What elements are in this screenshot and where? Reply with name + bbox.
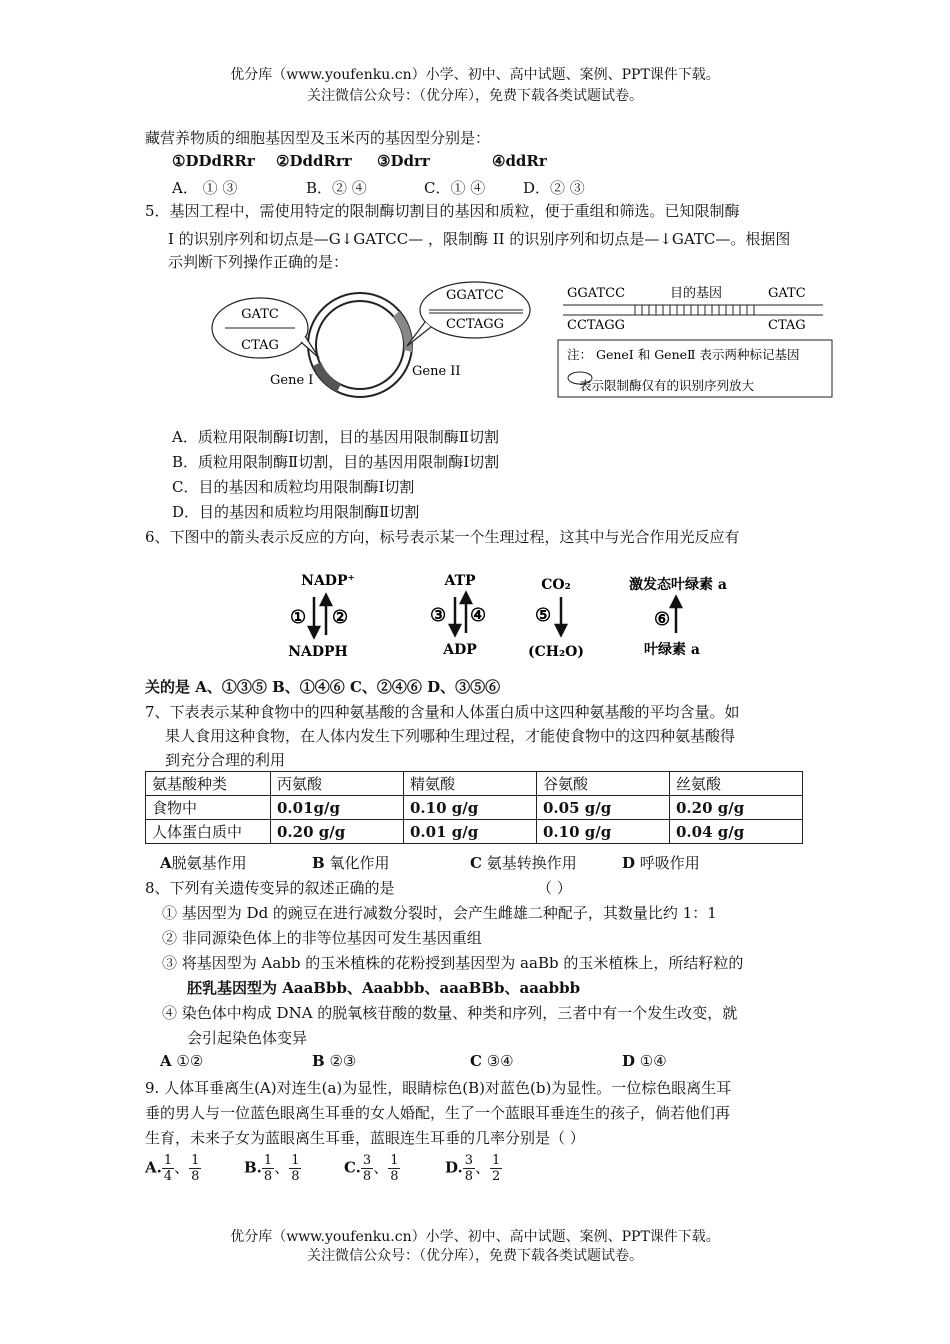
footer-line-2: 关注微信公众号：（优分库），免费下载各类试题试卷。: [307, 1248, 643, 1264]
amino-acid-table: [145, 771, 803, 844]
q5-option-d: D．目的基因和质粒均用限制酶Ⅱ切割: [172, 503, 420, 521]
q6-figure: [280, 565, 780, 670]
chl-label: 叶绿素 a: [644, 642, 700, 658]
table-cell: 0.10 g/g: [404, 796, 537, 820]
q8-paren: （ ）: [537, 879, 572, 897]
table-header-row: [146, 772, 803, 796]
gene1-label: Gene I: [270, 373, 314, 388]
q5-option-b: B．质粒用限制酶Ⅱ切割，目的基因用限制酶Ⅰ切割: [172, 453, 500, 471]
plasmid-diagram: [308, 293, 412, 397]
right-bubble-top: GGATCC: [445, 288, 505, 303]
q4-item-2: ②DddRrr: [276, 152, 352, 170]
adp-label: ADP: [443, 642, 477, 658]
q4-option-b: B．② ④: [306, 179, 367, 197]
q8-option-d: D ①④: [622, 1052, 667, 1070]
gene1-segment: [313, 362, 341, 392]
header-line-1: 优分库（www.youfenku.cn）小学、初中、高中试题、案例、PPT课件下载。: [230, 67, 720, 83]
q9-option-c: C. $\frac{3}{8}$ 、 $\frac{1}{8}$: [344, 1153, 399, 1184]
table-header-cell: 丝氨酸: [670, 772, 803, 796]
q9-line-3: 生育，未来子女为蓝眼离生耳垂，蓝眼连生耳垂的几率分别是（ ）: [145, 1129, 585, 1147]
num-4: ④: [470, 605, 487, 626]
note-line-1: 注： GeneⅠ 和 GeneⅡ 表示两种标记基因: [567, 347, 800, 362]
gene2-segment: [393, 311, 412, 352]
excited-chl-label: 激发态叶绿素 a: [629, 577, 727, 593]
q7-line-1: 7、下表表示某种食物中的四种氨基酸的含量和人体蛋白质中这四种氨基酸的平均含量。如: [145, 703, 740, 721]
table-header-cell: 精氨酸: [404, 772, 537, 796]
q5-option-c: C．目的基因和质粒均用限制酶Ⅰ切割: [172, 478, 415, 496]
seq-mid-label: 目的基因: [670, 286, 723, 301]
q4-option-c: C．① ④: [424, 179, 486, 197]
q8-option-a: A ①②: [160, 1052, 204, 1070]
table-header-cell: 氨基酸种类: [146, 772, 271, 796]
table-cell: 0.20 g/g: [271, 820, 404, 844]
q4-stem-tail: 藏营养物质的细胞基因型及玉米丙的基因型分别是：: [145, 129, 491, 147]
q8-option-b: B ②③: [312, 1052, 357, 1070]
q9-line-2: 垂的男人与一位蓝色眼离生耳垂的女人婚配，生了一个蓝眼耳垂连生的孩子，倘若他们再: [145, 1104, 731, 1122]
q8-statement-2: ② 非同源染色体上的非等位基因可发生基因重组: [162, 929, 482, 947]
footer-line-1: 优分库（www.youfenku.cn）小学、初中、高中试题、案例、PPT课件下载。: [230, 1229, 720, 1245]
q7-line-3: 到充分合理的利用: [165, 751, 286, 769]
q9-option-d: D. $\frac{3}{8}$ 、 $\frac{1}{2}$: [445, 1153, 501, 1184]
table-header-cell: 谷氨酸: [537, 772, 670, 796]
q8-option-c: C ③④: [470, 1052, 514, 1070]
num-5: ⑤: [535, 605, 552, 626]
nadph-label: NADPH: [288, 644, 348, 660]
q7-option-a: A脱氨基作用: [160, 854, 247, 872]
q5-line-2: I 的识别序列和切点是—G↓GATCC— ，限制酶 II 的识别序列和切点是—↓GATC—。根据图: [168, 230, 791, 248]
q8-statement-4b: 会引起染色体变异: [187, 1029, 308, 1047]
table-cell: 食物中: [146, 796, 271, 820]
table-cell: 0.10 g/g: [537, 820, 670, 844]
target-gene-dna: [563, 286, 823, 333]
table-cell: 0.05 g/g: [537, 796, 670, 820]
table-cell: 0.04 g/g: [670, 820, 803, 844]
num-6: ⑥: [654, 609, 671, 630]
q8-statement-3b: 胚乳基因型为 AaaBbb、Aaabbb、aaaBBb、aaabbb: [187, 979, 581, 997]
q7-option-d: D 呼吸作用: [622, 854, 700, 872]
q4-item-1: ①DDdRRr: [172, 152, 255, 170]
q4-option-a: A． ① ③: [172, 179, 238, 197]
table-cell: 0.01g/g: [271, 796, 404, 820]
q4-item-4: ④ddRr: [492, 152, 547, 170]
table-header-cell: 丙氨酸: [271, 772, 404, 796]
num-3: ③: [430, 605, 447, 626]
nadp-label: NADP⁺: [301, 573, 355, 589]
seq-right-bottom: CTAG: [768, 318, 806, 333]
seq-left-bottom: CCTAGG: [567, 318, 626, 333]
q9-option-b: B. $\frac{1}{8}$ 、 $\frac{1}{8}$: [244, 1153, 300, 1184]
table-cell: 人体蛋白质中: [146, 820, 271, 844]
header-line-2: 关注微信公众号：（优分库），免费下载各类试题试卷。: [307, 88, 643, 104]
left-bubble-top: GATC: [241, 307, 279, 322]
q6-answer-line: 关的是 A、①③⑤ B、①④⑥ C、②④⑥ D、③⑤⑥: [145, 678, 501, 696]
atp-label: ATP: [444, 573, 476, 589]
q5-line-3: 示判断下列操作正确的是：: [168, 253, 349, 271]
left-bubble-bottom: CTAG: [241, 338, 279, 353]
q4-option-d: D．② ③: [523, 179, 585, 197]
q5-option-a: A．质粒用限制酶Ⅰ切割，目的基因用限制酶Ⅱ切割: [172, 428, 499, 446]
right-bubble-bottom: CCTAGG: [445, 317, 505, 332]
table-cell: 0.01 g/g: [404, 820, 537, 844]
q9-line-1: 9. 人体耳垂离生(A)对连生(a)为显性，眼睛棕色(B)对蓝色(b)为显性。一位棕色眼离生耳: [145, 1079, 732, 1097]
q8-statement-4a: ④ 染色体中构成 DNA 的脱氧核苷酸的数量、种类和序列，三者中有一个发生改变，就: [162, 1004, 738, 1022]
num-2: ②: [332, 607, 349, 628]
q8-stem: 8、下列有关遗传变异的叙述正确的是: [145, 879, 395, 897]
note-line-2: 表示限制酶仅有的识别序列放大: [579, 378, 755, 393]
table-row: [146, 796, 803, 820]
ch2o-label: (CH₂O): [528, 644, 584, 660]
q8-statement-3a: ③ 将基因型为 Aabb 的玉米植株的花粉授到基因型为 aaBb 的玉米植株上，所结籽粒的: [162, 954, 744, 972]
q9-option-a: A. $\frac{1}{4}$ 、 $\frac{1}{8}$: [145, 1153, 200, 1184]
q5-line-1: 5．基因工程中，需使用特定的限制酶切割目的基因和质粒，便于重组和筛选。已知限制酶: [145, 202, 740, 220]
table-cell: 0.20 g/g: [670, 796, 803, 820]
num-1: ①: [290, 607, 307, 628]
q6-stem: 6、下图中的箭头表示反应的方向，标号表示某一个生理过程，这其中与光合作用光反应有: [145, 528, 740, 546]
q7-option-c: C 氨基转换作用: [470, 854, 577, 872]
q4-item-3: ③Ddrr: [377, 152, 430, 170]
seq-left-top: GGATCC: [567, 286, 626, 301]
gene2-label: Gene II: [412, 364, 461, 379]
seq-right-top: GATC: [768, 286, 806, 301]
q7-option-b: B 氧化作用: [312, 854, 390, 872]
table-row: [146, 820, 803, 844]
q8-statement-1: ① 基因型为 Dd 的豌豆在进行减数分裂时，会产生雌雄二种配子，其数量比约 1：1: [162, 904, 717, 922]
q5-figure: [205, 280, 845, 410]
q7-line-2: 果人食用这种食物，在人体内发生下列哪种生理过程，才能使食物中的这四种氨基酸得: [165, 727, 736, 745]
co2-label: CO₂: [541, 577, 571, 593]
